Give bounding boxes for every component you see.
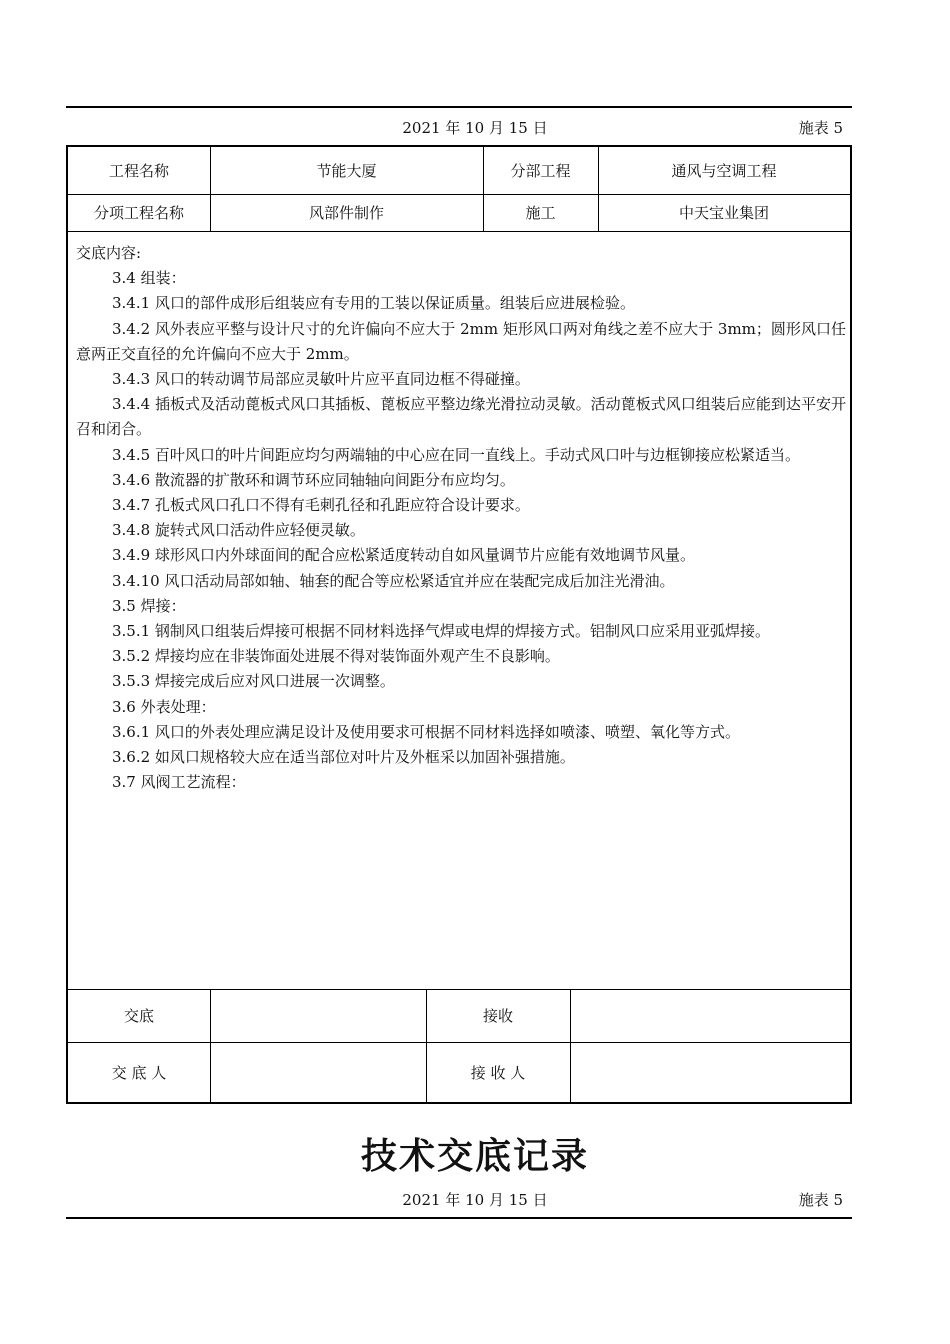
content-paragraph: 3.6.2 如风口规格较大应在适当部位对叶片及外框采以加固补强措施。: [112, 748, 575, 767]
disclosure-form: [66, 145, 852, 1104]
content-paragraph: 3.5 焊接：: [112, 596, 186, 615]
project-name-value: 节能大厦: [316, 162, 377, 180]
subitem-label: 分项工程名称: [93, 204, 184, 222]
content-paragraph: 3.6.1 风口的外表处理应满足设计及使用要求可根据不同材料选择如喷漆、喷塑、氧化等方式。: [112, 722, 740, 741]
top-rule: [66, 106, 852, 108]
header-form-number: 施表 5: [798, 119, 843, 137]
contractor-label: 施工: [525, 204, 556, 222]
disclosure-content: [76, 241, 846, 795]
content-paragraph: 3.4.2 风外表应平整与设计尺寸的允许偏向不应大于 2mm 矩形风口两对角线之差不应大于 3mm；圆形风口任意两正交直径的允许偏向不应大于 2mm。: [76, 319, 846, 363]
content-paragraph: 3.4.7 孔板式风口孔口不得有毛刺孔径和孔距应符合设计要求。: [112, 496, 530, 515]
receiver-field[interactable]: [570, 1042, 850, 1102]
contractor-value: 中天宝业集团: [678, 204, 769, 222]
receive-field[interactable]: [570, 989, 850, 1042]
content-paragraph: 3.4.10 风口活动局部如轴、轴套的配合等应松紧适宜并应在装配完成后加注光滑油。: [112, 571, 675, 590]
handover-label: 交底: [123, 1007, 154, 1025]
handover-field[interactable]: [210, 989, 426, 1042]
footer-form-number: 施表 5: [798, 1191, 843, 1209]
content-paragraph: 3.4.6 散流器的扩散环和调节环应同轴轴向间距分布应均匀。: [112, 470, 515, 489]
content-paragraph: 3.4.4 插板式及活动蓖板式风口其插板、蓖板应平整边缘光滑拉动灵敏。活动蓖板式风口组装后应能到达平安开召和闭合。: [76, 395, 846, 439]
content-paragraph: 3.5.3 焊接完成后应对风口进展一次调整。: [112, 672, 395, 691]
content-heading: 交底内容:: [76, 244, 142, 262]
content-paragraph: 3.4.9 球形风口内外球面间的配合应松紧适度转动自如风量调节片应能有效地调节风量。: [112, 546, 695, 565]
divider: [68, 231, 850, 232]
document-title: 技术交底记录: [360, 1136, 589, 1177]
division-label: 分部工程: [510, 162, 571, 180]
content-paragraph: 3.4.8 旋转式风口活动件应轻便灵敏。: [112, 521, 365, 540]
handover-person-field[interactable]: [210, 1042, 426, 1102]
subitem-value: 风部件制作: [308, 204, 384, 222]
content-paragraph: 3.4.3 风口的转动调节局部应灵敏叶片应平直同边框不得碰撞。: [112, 370, 530, 389]
footer-date: 2021 年 10 月 15 日: [402, 1191, 548, 1209]
header-date: 2021 年 10 月 15 日: [402, 119, 548, 137]
project-name-label: 工程名称: [108, 162, 169, 180]
bottom-rule: [66, 1217, 852, 1219]
content-paragraph: 3.7 风阀工艺流程：: [112, 773, 246, 792]
receive-label: 接收: [482, 1007, 513, 1025]
handover-person-label: 交 底 人: [111, 1063, 167, 1082]
content-paragraph: 3.5.1 钢制风口组装后焊接可根据不同材料选择气焊或电焊的焊接方式。铝制风口应采用亚弧焊接。: [112, 622, 770, 641]
content-paragraph: 3.6 外表处理：: [112, 697, 216, 716]
content-paragraph: 3.4.5 百叶风口的叶片间距应均匀两端轴的中心应在同一直线上。手动式风口叶与边框铆接应松紧适当。: [112, 445, 800, 464]
division-value: 通风与空调工程: [671, 162, 777, 180]
receiver-label: 接 收 人: [470, 1063, 526, 1082]
content-paragraph: 3.5.2 焊接均应在非装饰面处进展不得对装饰面外观产生不良影响。: [112, 647, 560, 666]
content-paragraph: 3.4.1 风口的部件成形后组装应有专用的工装以保证质量。组装后应进展检验。: [112, 294, 635, 313]
content-paragraph: 3.4 组装：: [112, 269, 186, 288]
